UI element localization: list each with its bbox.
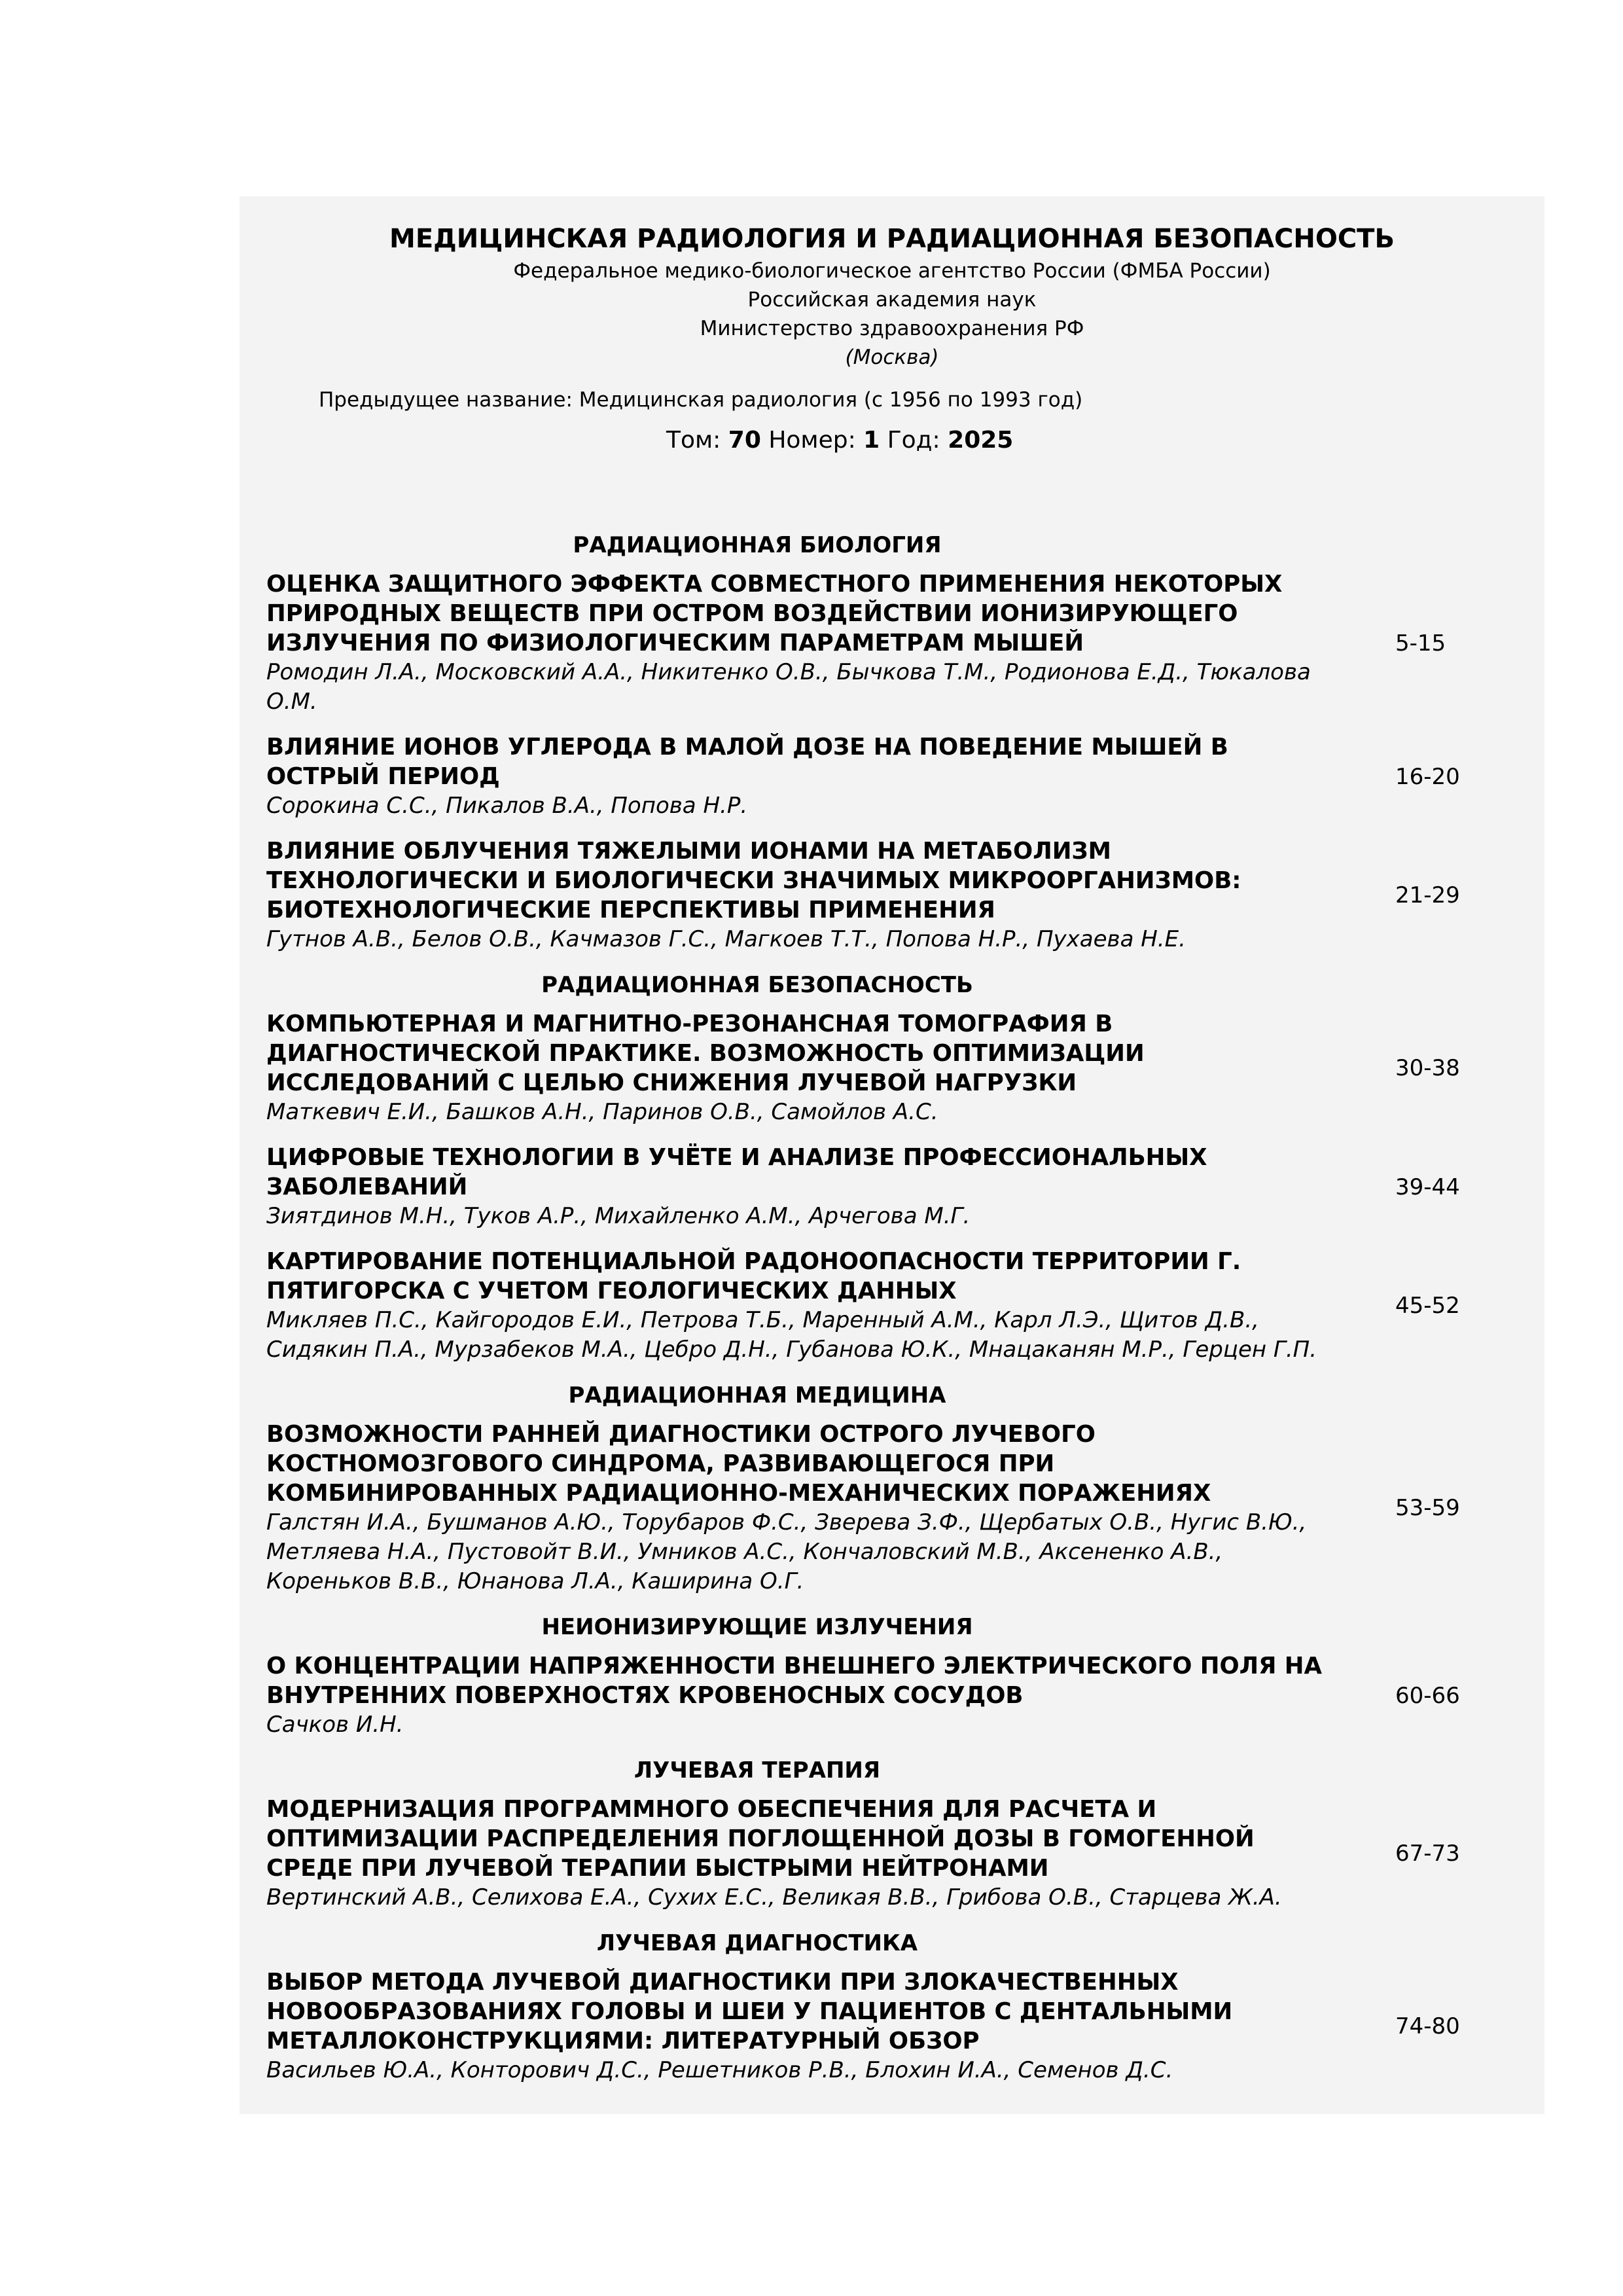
journal-title: МЕДИЦИНСКАЯ РАДИОЛОГИЯ И РАДИАЦИОННАЯ БЕЗОПАСНОСТЬ: [389, 224, 1395, 254]
year-label: Год:: [887, 427, 940, 454]
article-title[interactable]: ОЦЕНКА ЗАЩИТНОГО ЭФФЕКТА СОВМЕСТНОГО ПРИМЕНЕНИЯ НЕКОТОРЫХ ПРИРОДНЫХ ВЕЩЕСТВ ПРИ ОСТРОМ ВОЗДЕЙСТВИИ ИОНИЗИРУЮЩЕГО ИЗЛУЧЕНИЯ ПО ФИЗИОЛОГИЧЕСКИМ ПАРАМЕТРАМ МЫШЕЙ: [266, 571, 1283, 656]
volume-label: Том:: [666, 427, 721, 454]
section-heading: РАДИАЦИОННАЯ БИОЛОГИЯ: [573, 532, 942, 558]
toc-article[interactable]: [266, 1795, 1510, 1912]
article-pages: 53-59: [1395, 1495, 1460, 1521]
issue-info: [666, 427, 1013, 454]
publisher-city: (Москва): [845, 346, 939, 369]
volume-value: 70: [728, 427, 761, 454]
article-pages: 60-66: [1395, 1682, 1460, 1709]
article-authors: Сачков И.Н.: [266, 1712, 404, 1738]
toc-article[interactable]: [266, 836, 1510, 954]
article-title[interactable]: ВОЗМОЖНОСТИ РАННЕЙ ДИАГНОСТИКИ ОСТРОГО ЛУЧЕВОГО КОСТНОМОЗГОВОГО СИНДРОМА, РАЗВИВАЮЩЕГОСЯ ПРИ КОМБИНИРОВАННЫХ РАДИАЦИОННО-МЕХАНИЧЕСКИХ ПОРАЖЕНИЯХ: [266, 1421, 1211, 1507]
section-heading: РАДИАЦИОННАЯ БЕЗОПАСНОСТЬ: [541, 972, 973, 998]
article-authors: Гутнов А.В., Белов О.В., Качмазов Г.С., Магкоев Т.Т., Попова Н.Р., Пухаева Н.Е.: [266, 926, 1186, 952]
article-pages: 67-73: [1395, 1840, 1460, 1867]
publisher-fmba: Федеральное медико-биологическое агентство России (ФМБА России): [513, 259, 1271, 283]
toc-article[interactable]: [266, 732, 1510, 821]
toc-article[interactable]: [266, 1967, 1510, 2085]
article-title[interactable]: ЦИФРОВЫЕ ТЕХНОЛОГИИ В УЧЁТЕ И АНАЛИЗЕ ПРОФЕССИОНАЛЬНЫХ ЗАБОЛЕВАНИЙ: [266, 1144, 1207, 1200]
article-pages: 21-29: [1395, 882, 1460, 908]
number-value: 1: [863, 427, 880, 454]
article-title[interactable]: КАРТИРОВАНИЕ ПОТЕНЦИАЛЬНОЙ РАДОНООПАСНОСТИ ТЕРРИТОРИИ Г. ПЯТИГОРСКА С УЧЕТОМ ГЕОЛОГИЧЕСКИХ ДАННЫХ: [266, 1248, 1241, 1304]
article-authors: Галстян И.А., Бушманов А.Ю., Торубаров Ф.С., Зверева З.Ф., Щербатых О.В., Нугис В.Ю., Метляева Н.А., Пустовойт В.И., Умников А.С., Кончаловский М.В., Аксененко А.В., Кореньков В.В., Юнанова Л.А., Каширина О.Г.: [266, 1509, 1307, 1594]
article-authors: Ромодин Л.А., Московский А.А., Никитенко О.В., Бычкова Т.М., Родионова Е.Д., Тюкалова О.М.: [266, 659, 1311, 715]
article-title[interactable]: КОМПЬЮТЕРНАЯ И МАГНИТНО-РЕЗОНАНСНАЯ ТОМОГРАФИЯ В ДИАГНОСТИЧЕСКОЙ ПРАКТИКЕ. ВОЗМОЖНОСТЬ ОПТИМИЗАЦИИ ИССЛЕДОВАНИЙ С ЦЕЛЬЮ СНИЖЕНИЯ ЛУЧЕВОЙ НАГРУЗКИ: [266, 1011, 1145, 1096]
toc-article[interactable]: [266, 1143, 1510, 1231]
year-value: 2025: [948, 427, 1014, 454]
article-authors: Зиятдинов М.Н., Туков А.Р., Михайленко А.М., Арчегова М.Г.: [266, 1203, 971, 1229]
section-heading: НЕИОНИЗИРУЮЩИЕ ИЗЛУЧЕНИЯ: [541, 1614, 973, 1640]
table-of-contents: [266, 524, 1510, 2101]
article-title[interactable]: ВЫБОР МЕТОДА ЛУЧЕВОЙ ДИАГНОСТИКИ ПРИ ЗЛОКАЧЕСТВЕННЫХ НОВООБРАЗОВАНИЯХ ГОЛОВЫ И ШЕИ У ПАЦИЕНТОВ С ДЕНТАЛЬНЫМИ МЕТАЛЛОКОНСТРУКЦИЯМИ: ЛИТЕРАТУРНЫЙ ОБЗОР: [266, 1969, 1233, 2054]
article-pages: 74-80: [1395, 2013, 1460, 2039]
section-heading: РАДИАЦИОННАЯ МЕДИЦИНА: [568, 1382, 946, 1408]
section-heading: ЛУЧЕВАЯ ТЕРАПИЯ: [633, 1757, 881, 1784]
article-title[interactable]: МОДЕРНИЗАЦИЯ ПРОГРАММНОГО ОБЕСПЕЧЕНИЯ ДЛЯ РАСЧЕТА И ОПТИМИЗАЦИИ РАСПРЕДЕЛЕНИЯ ПОГЛОЩЕННОЙ ДОЗЫ В ГОМОГЕННОЙ СРЕДЕ ПРИ ЛУЧЕВОЙ ТЕРАПИИ БЫСТРЫМИ НЕЙТРОНАМИ: [266, 1796, 1255, 1882]
toc-article[interactable]: [266, 1651, 1510, 1740]
article-pages: 39-44: [1395, 1174, 1460, 1200]
article-title[interactable]: ВЛИЯНИЕ ОБЛУЧЕНИЯ ТЯЖЕЛЫМИ ИОНАМИ НА МЕТАБОЛИЗМ ТЕХНОЛОГИЧЕСКИ И БИОЛОГИЧЕСКИ ЗНАЧИМЫХ МИКРООРГАНИЗМОВ: БИОТЕХНОЛОГИЧЕСКИЕ ПЕРСПЕКТИВЫ ПРИМЕНЕНИЯ: [266, 838, 1241, 924]
article-authors: Микляев П.С., Кайгородов Е.И., Петрова Т.Б., Маренный А.М., Карл Л.Э., Щитов Д.В., Сидякин П.А., Мурзабеков М.А., Цебро Д.Н., Губанова Ю.К., Мнацаканян М.Р., Герцен Г.П.: [266, 1307, 1317, 1363]
article-title[interactable]: О КОНЦЕНТРАЦИИ НАПРЯЖЕННОСТИ ВНЕШНЕГО ЭЛЕКТРИЧЕСКОГО ПОЛЯ НА ВНУТРЕННИХ ПОВЕРХНОСТЯХ КРОВЕНОСНЫХ СОСУДОВ: [266, 1653, 1322, 1709]
toc-article[interactable]: [266, 569, 1510, 717]
article-pages: 5-15: [1395, 630, 1446, 656]
article-pages: 30-38: [1395, 1055, 1460, 1081]
publisher-ras: Российская академия наук: [747, 288, 1037, 312]
number-label: Номер:: [768, 427, 856, 454]
toc-article[interactable]: [266, 1420, 1510, 1596]
article-authors: Маткевич Е.И., Башков А.Н., Паринов О.В., Самойлов А.С.: [266, 1099, 938, 1125]
publisher-ministry: Министерство здравоохранения РФ: [700, 317, 1084, 340]
section-heading: ЛУЧЕВАЯ ДИАГНОСТИКА: [596, 1930, 918, 1956]
article-pages: 16-20: [1395, 763, 1460, 790]
article-title[interactable]: ВЛИЯНИЕ ИОНОВ УГЛЕРОДА В МАЛОЙ ДОЗЕ НА ПОВЕДЕНИЕ МЫШЕЙ В ОСТРЫЙ ПЕРИОД: [266, 734, 1228, 790]
article-authors: Вертинский А.В., Селихова Е.А., Сухих Е.С., Великая В.В., Грибова О.В., Старцева Ж.А.: [266, 1884, 1282, 1910]
previous-name: Предыдущее название: Медицинская радиология (с 1956 по 1993 год): [319, 388, 1083, 412]
toc-article[interactable]: [266, 1247, 1510, 1365]
article-pages: 45-52: [1395, 1293, 1460, 1319]
article-authors: Васильев Ю.А., Конторович Д.С., Решетников Р.В., Блохин И.А., Семенов Д.С.: [266, 2057, 1173, 2083]
toc-article[interactable]: [266, 1009, 1510, 1127]
article-authors: Сорокина С.С., Пикалов В.А., Попова Н.Р.: [266, 793, 748, 819]
